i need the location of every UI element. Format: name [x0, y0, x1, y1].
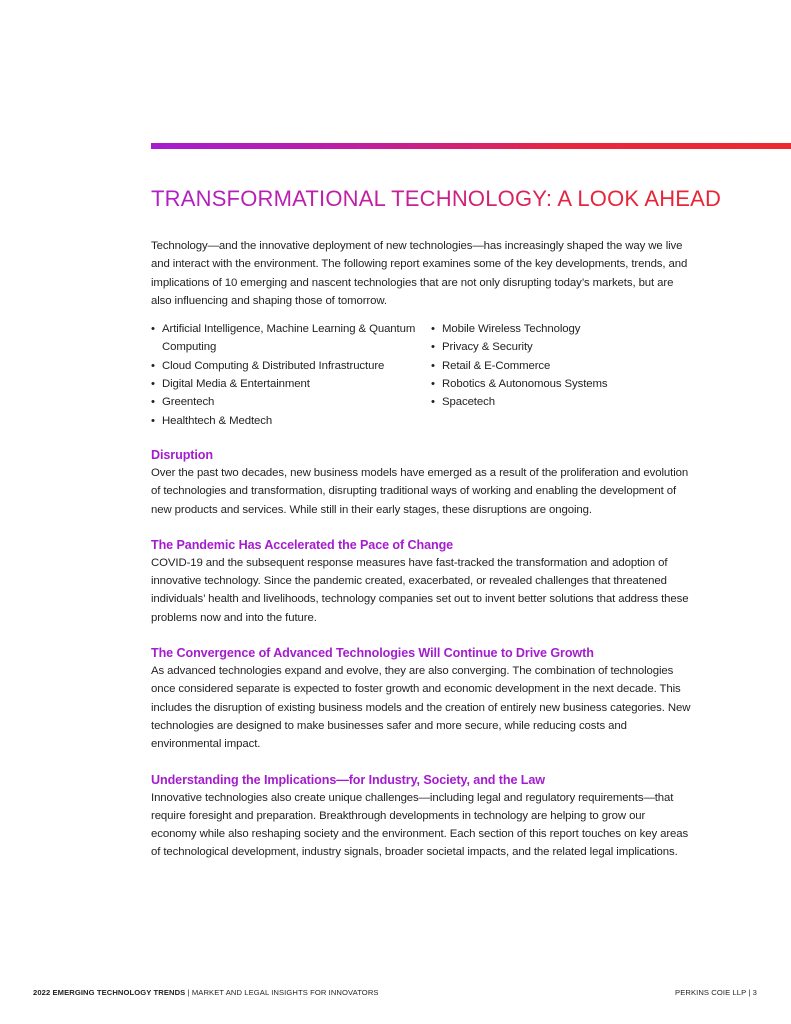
footer-firm: PERKINS COIE LLP	[675, 988, 747, 997]
accent-bar	[151, 143, 791, 149]
section-heading: The Convergence of Advanced Technologies Will Continue to Drive Growth	[151, 646, 594, 661]
list-item: • Privacy & Security	[431, 338, 608, 356]
list-item: • Cloud Computing & Distributed Infrastructure	[151, 357, 431, 375]
footer-subtitle: MARKET AND LEGAL INSIGHTS FOR INNOVATORS	[191, 988, 379, 997]
list-item: • Greentech	[151, 393, 431, 411]
list-item: • Artificial Intelligence, Machine Learning & Quantum Computing	[151, 320, 431, 357]
footer-report-title: 2022 EMERGING TECHNOLOGY TRENDS	[33, 988, 186, 997]
section-body: COVID-19 and the subsequent response measures have fast-tracked the transformation and adoption of innovative technology. Since the pandemic created, exacerbated, or revealed challenges that threatened individuals’ health and livelihoods, technology companies set out to invent better solutions that address these problems now and into the future.	[151, 556, 689, 624]
page-title: TRANSFORMATIONAL TECHNOLOGY: A LOOK AHEAD	[151, 186, 722, 211]
section-heading: Understanding the Implications—for Industry, Society, and the Law	[151, 772, 545, 787]
list-item: • Healthtech & Medtech	[151, 412, 431, 430]
footer-right	[675, 988, 757, 997]
page-number: 3	[752, 988, 757, 997]
main-content	[151, 237, 691, 862]
technology-lists	[151, 320, 691, 430]
technology-list-left	[151, 320, 431, 430]
section-implications	[151, 771, 691, 862]
list-item: • Robotics & Autonomous Systems	[431, 375, 608, 393]
technology-list-right	[431, 320, 608, 430]
section-body: Over the past two decades, new business models have emerged as a result of the proliferation and evolution of technologies and transformation, disrupting traditional ways of working and enabling the development of new products and services. While still in their early stages, these disruptions are ongoing.	[151, 466, 689, 516]
intro-paragraph: Technology—and the innovative deployment of new technologies—has increasingly shaped the way we live and interact with the environment. The following report examines some of the key developments, trends, and implications of 10 emerging and nascent technologies that are not only disrupting today’s markets, but are also influencing and shaping those of tomorrow.	[151, 240, 688, 307]
list-item: • Mobile Wireless Technology	[431, 320, 608, 338]
section-heading: Disruption	[151, 447, 213, 462]
footer-separator: |	[187, 988, 190, 997]
list-item: • Retail & E-Commerce	[431, 357, 608, 375]
section-body: As advanced technologies expand and evolve, they are also converging. The combination of technologies once considered separate is expected to foster growth and economic development in the next decade. This includes the disruption of existing business models and the creation of entirely new business categories. New technologies are designed to make businesses safer and more secure, while reducing costs and environmental impact.	[151, 665, 691, 751]
section-pandemic	[151, 536, 691, 627]
page-footer	[33, 988, 757, 997]
footer-separator: |	[748, 988, 751, 997]
list-item: • Digital Media & Entertainment	[151, 375, 431, 393]
section-body: Innovative technologies also create unique challenges—including legal and regulatory requirements—that require foresight and preparation. Breakthrough developments in technology are helping to grow our economy while also reshaping society and the environment. Each section of this report touches on key areas of technological development, industry signals, broader societal impacts, and the related legal implications.	[151, 791, 689, 859]
footer-left	[33, 988, 379, 997]
section-disruption	[151, 446, 691, 519]
section-convergence	[151, 644, 691, 753]
list-item: • Spacetech	[431, 393, 608, 411]
section-heading: The Pandemic Has Accelerated the Pace of Change	[151, 537, 454, 552]
